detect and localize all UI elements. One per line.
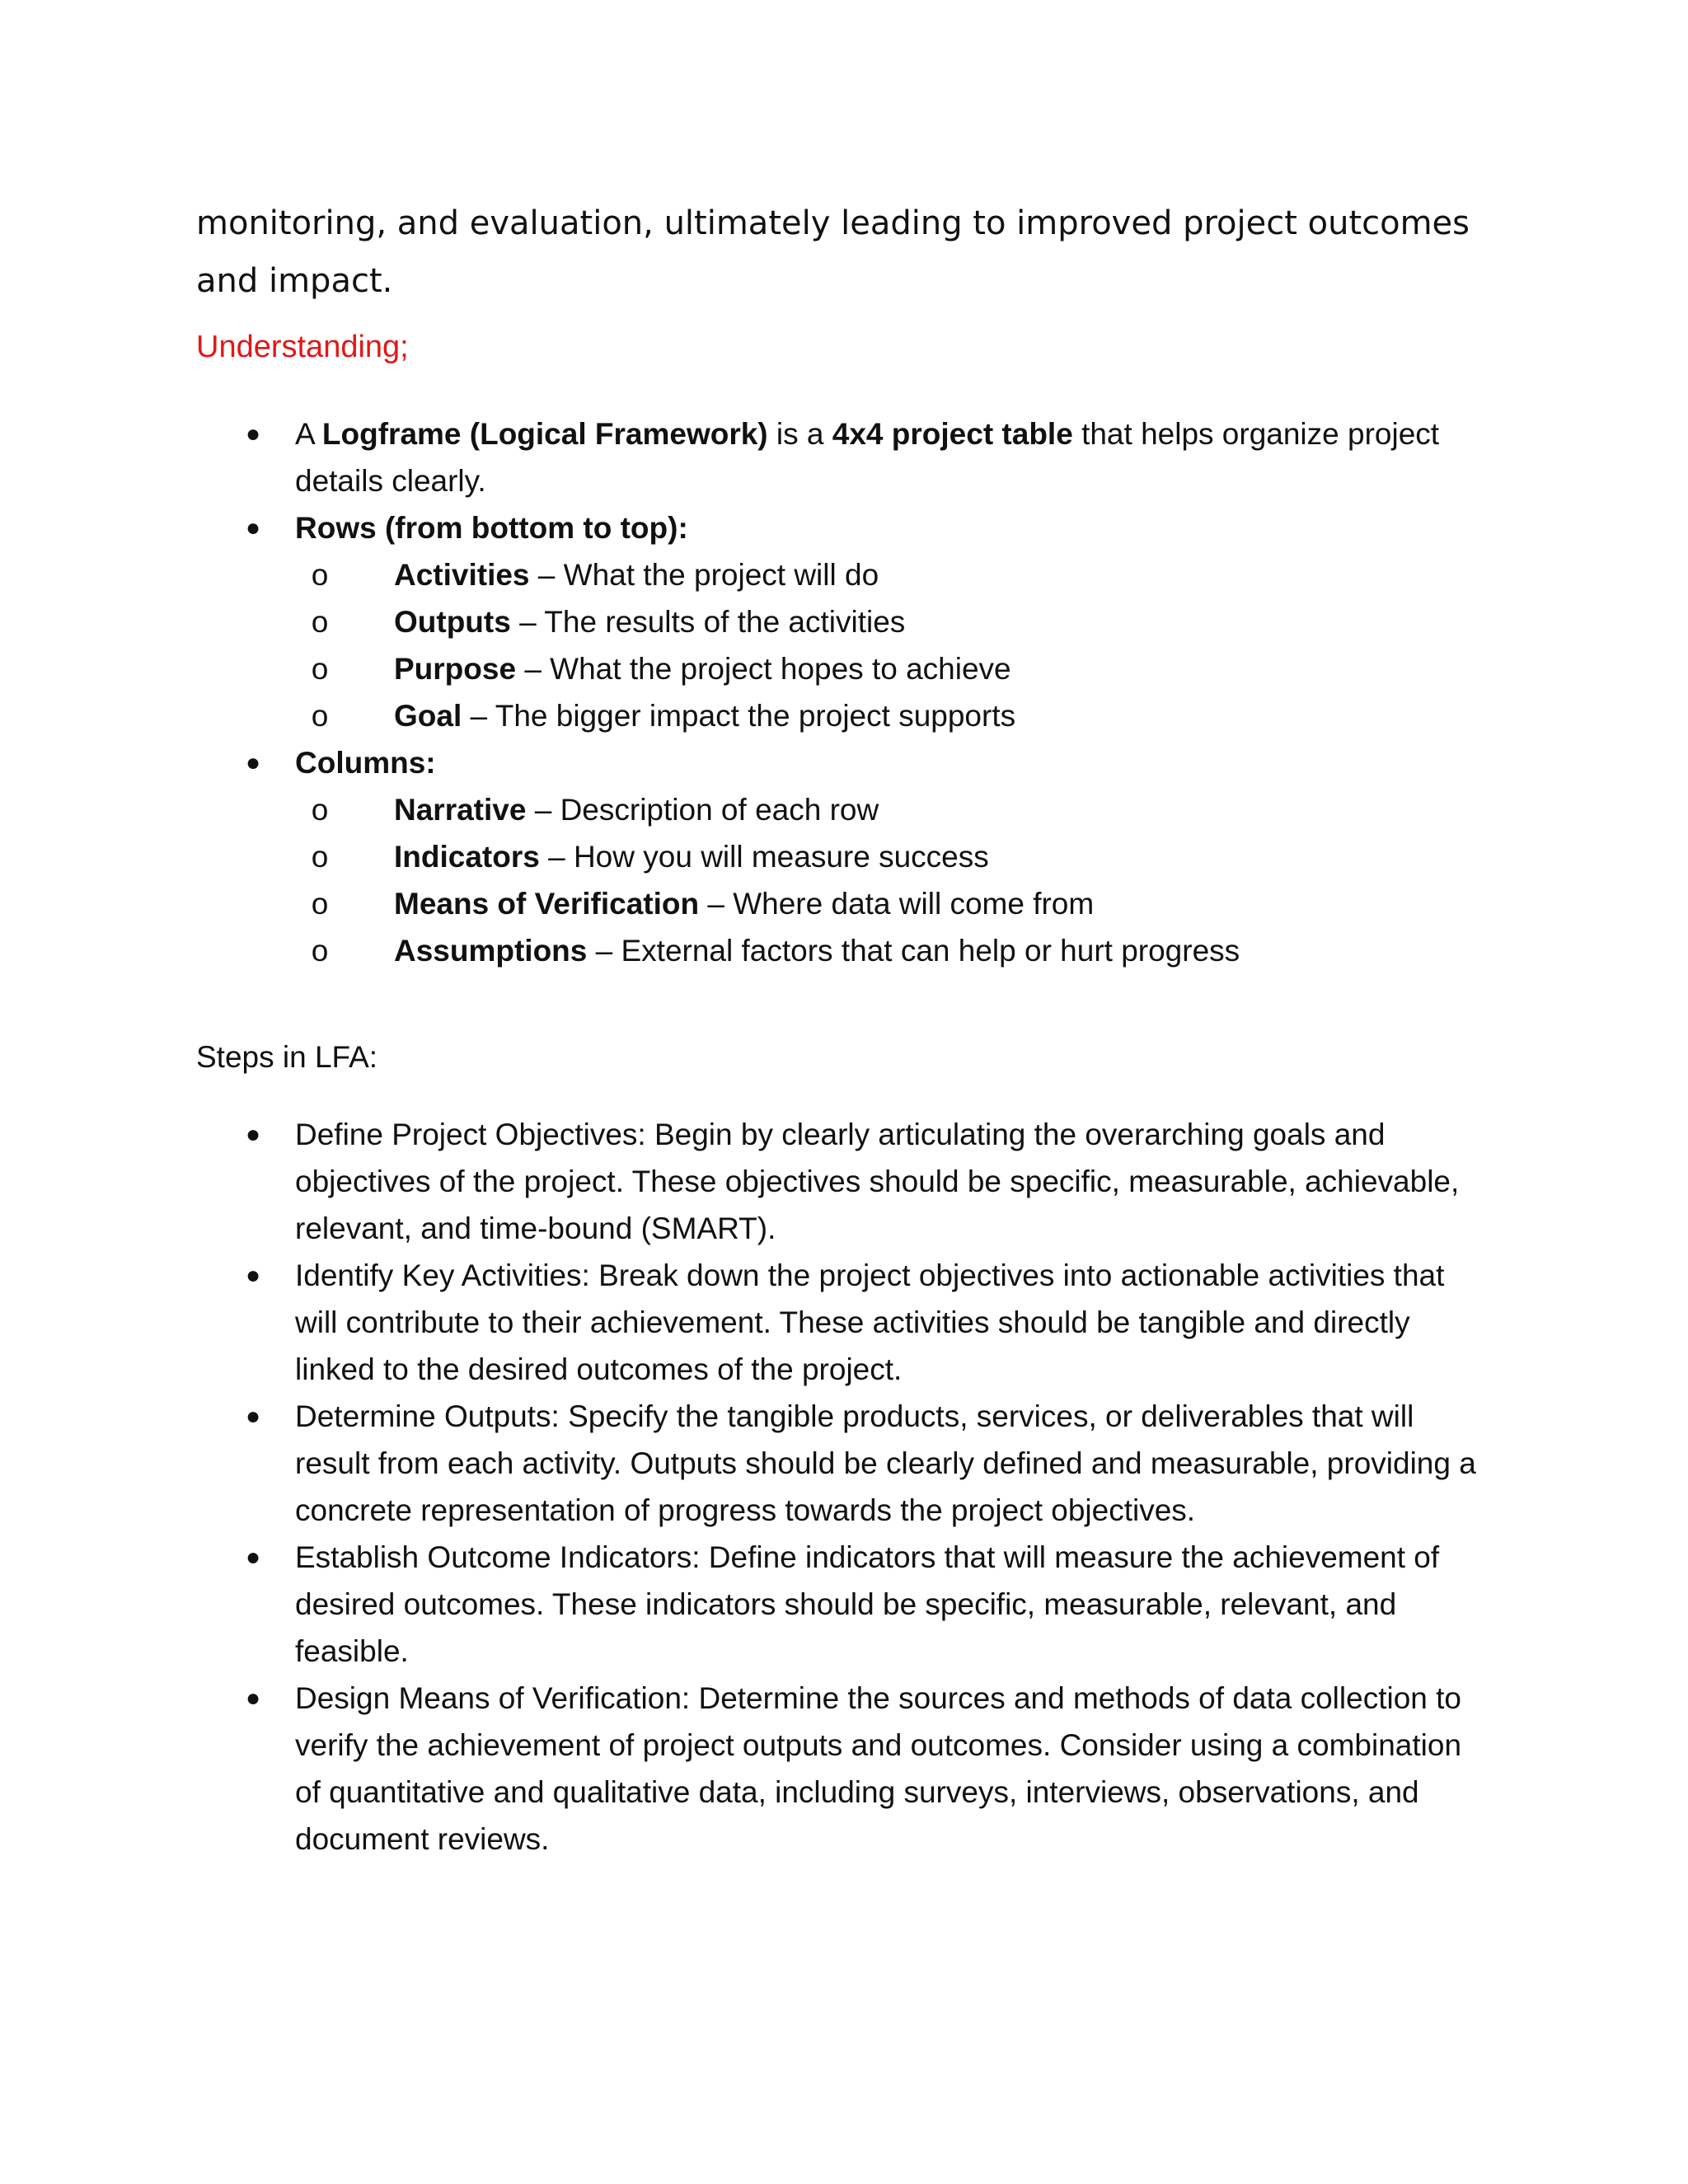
sub-item-narrative [295,786,1490,833]
bullet-icon: ● [246,514,261,541]
bullet-icon: ● [246,1262,261,1289]
sub-item-term: Activities [394,558,530,592]
rows-label: Rows (from bottom to top): [295,511,688,545]
bullet-icon: ● [246,1121,261,1148]
circle-bullet-icon: o [311,887,329,921]
sub-item-activities [295,551,1490,598]
sub-item-term: Means of Verification [394,887,700,921]
list-item-columns [196,739,1490,974]
step-item [196,1534,1490,1675]
step-text: Establish Outcome Indicators: Define indicators that will measure the achievement of desired outcomes. These indicators should be specific, measurable, relevant, and feasible. [295,1540,1440,1668]
step-item [196,1111,1490,1252]
sub-item-term: Goal [394,699,462,733]
sub-item-desc: – Where data will come from [699,887,1095,921]
sub-item-assumptions [295,927,1490,974]
step-text: Design Means of Verification: Determine the sources and methods of data collection to verify the achievement of project outputs and outcomes. Consider using a combination of quantitative and qualitative data, including surveys, interviews, observations, and document reviews. [295,1681,1462,1856]
sub-item-means-of-verification [295,880,1490,927]
sub-item-desc: – What the project hopes to achieve [516,652,1011,686]
circle-bullet-icon: o [311,793,329,827]
bullet-icon: ● [246,749,261,776]
step-text: Identify Key Activities: Break down the project objectives into actionable activities that will contribute to their achievement. These activities should be tangible and directly linked to the desired outcomes of the project. [295,1258,1445,1386]
sub-item-desc: – What the project will do [529,558,879,592]
sub-item-term: Indicators [394,840,540,874]
logframe-table-term: 4x4 project table [832,417,1073,451]
circle-bullet-icon: o [311,652,329,686]
list-item-rows [196,504,1490,739]
sub-item-term: Narrative [394,793,527,827]
list-item-logframe [196,410,1490,504]
circle-bullet-icon: o [311,840,329,874]
logframe-term: Logframe (Logical Framework) [321,417,768,451]
sub-item-term: Purpose [394,652,517,686]
sub-item-desc: – The bigger impact the project supports [462,699,1016,733]
intro-paragraph: monitoring, and evaluation, ultimately leading to improved project outcomes and impact. [196,204,1470,300]
circle-bullet-icon: o [311,605,329,639]
logframe-prefix: A [295,417,322,451]
columns-sublist [295,786,1490,974]
sub-item-purpose [295,645,1490,692]
bullet-icon: ● [246,1685,261,1712]
bullet-icon: ● [246,1403,261,1430]
logframe-mid: is a [767,417,832,451]
steps-list [196,1111,1490,1863]
logframe-suffix: that helps organize project details clearly. [295,417,1440,498]
step-text: Determine Outputs: Specify the tangible products, services, or deliverables that will result from each activity. Outputs should be clearly defined and measurable, providing a concrete representation of progress towards the project objectives. [295,1399,1476,1527]
sub-item-goal [295,692,1490,739]
sub-item-desc: – How you will measure success [539,840,989,874]
understanding-list [196,410,1490,974]
sub-item-desc: – The results of the activities [510,605,906,639]
sub-item-term: Assumptions [394,934,588,968]
circle-bullet-icon: o [311,558,329,592]
sub-item-indicators [295,833,1490,880]
sub-item-desc: – External factors that can help or hurt progress [587,934,1240,968]
sub-item-desc: – Description of each row [526,793,879,827]
columns-label: Columns: [295,746,436,780]
circle-bullet-icon: o [311,934,329,968]
step-item [196,1393,1490,1534]
sub-item-outputs [295,598,1490,645]
step-item [196,1252,1490,1393]
understanding-heading: Understanding; [196,330,409,364]
bullet-icon: ● [246,1544,261,1571]
circle-bullet-icon: o [311,699,329,733]
bullet-icon: ● [246,420,261,448]
rows-sublist [295,551,1490,739]
sub-item-term: Outputs [394,605,511,639]
step-text: Define Project Objectives: Begin by clearly articulating the overarching goals and objectives of the project. These objectives should be specific, measurable, achievable, relevant, and time-bound (SMART). [295,1118,1460,1245]
steps-heading: Steps in LFA: [196,1040,378,1074]
step-item [196,1675,1490,1863]
